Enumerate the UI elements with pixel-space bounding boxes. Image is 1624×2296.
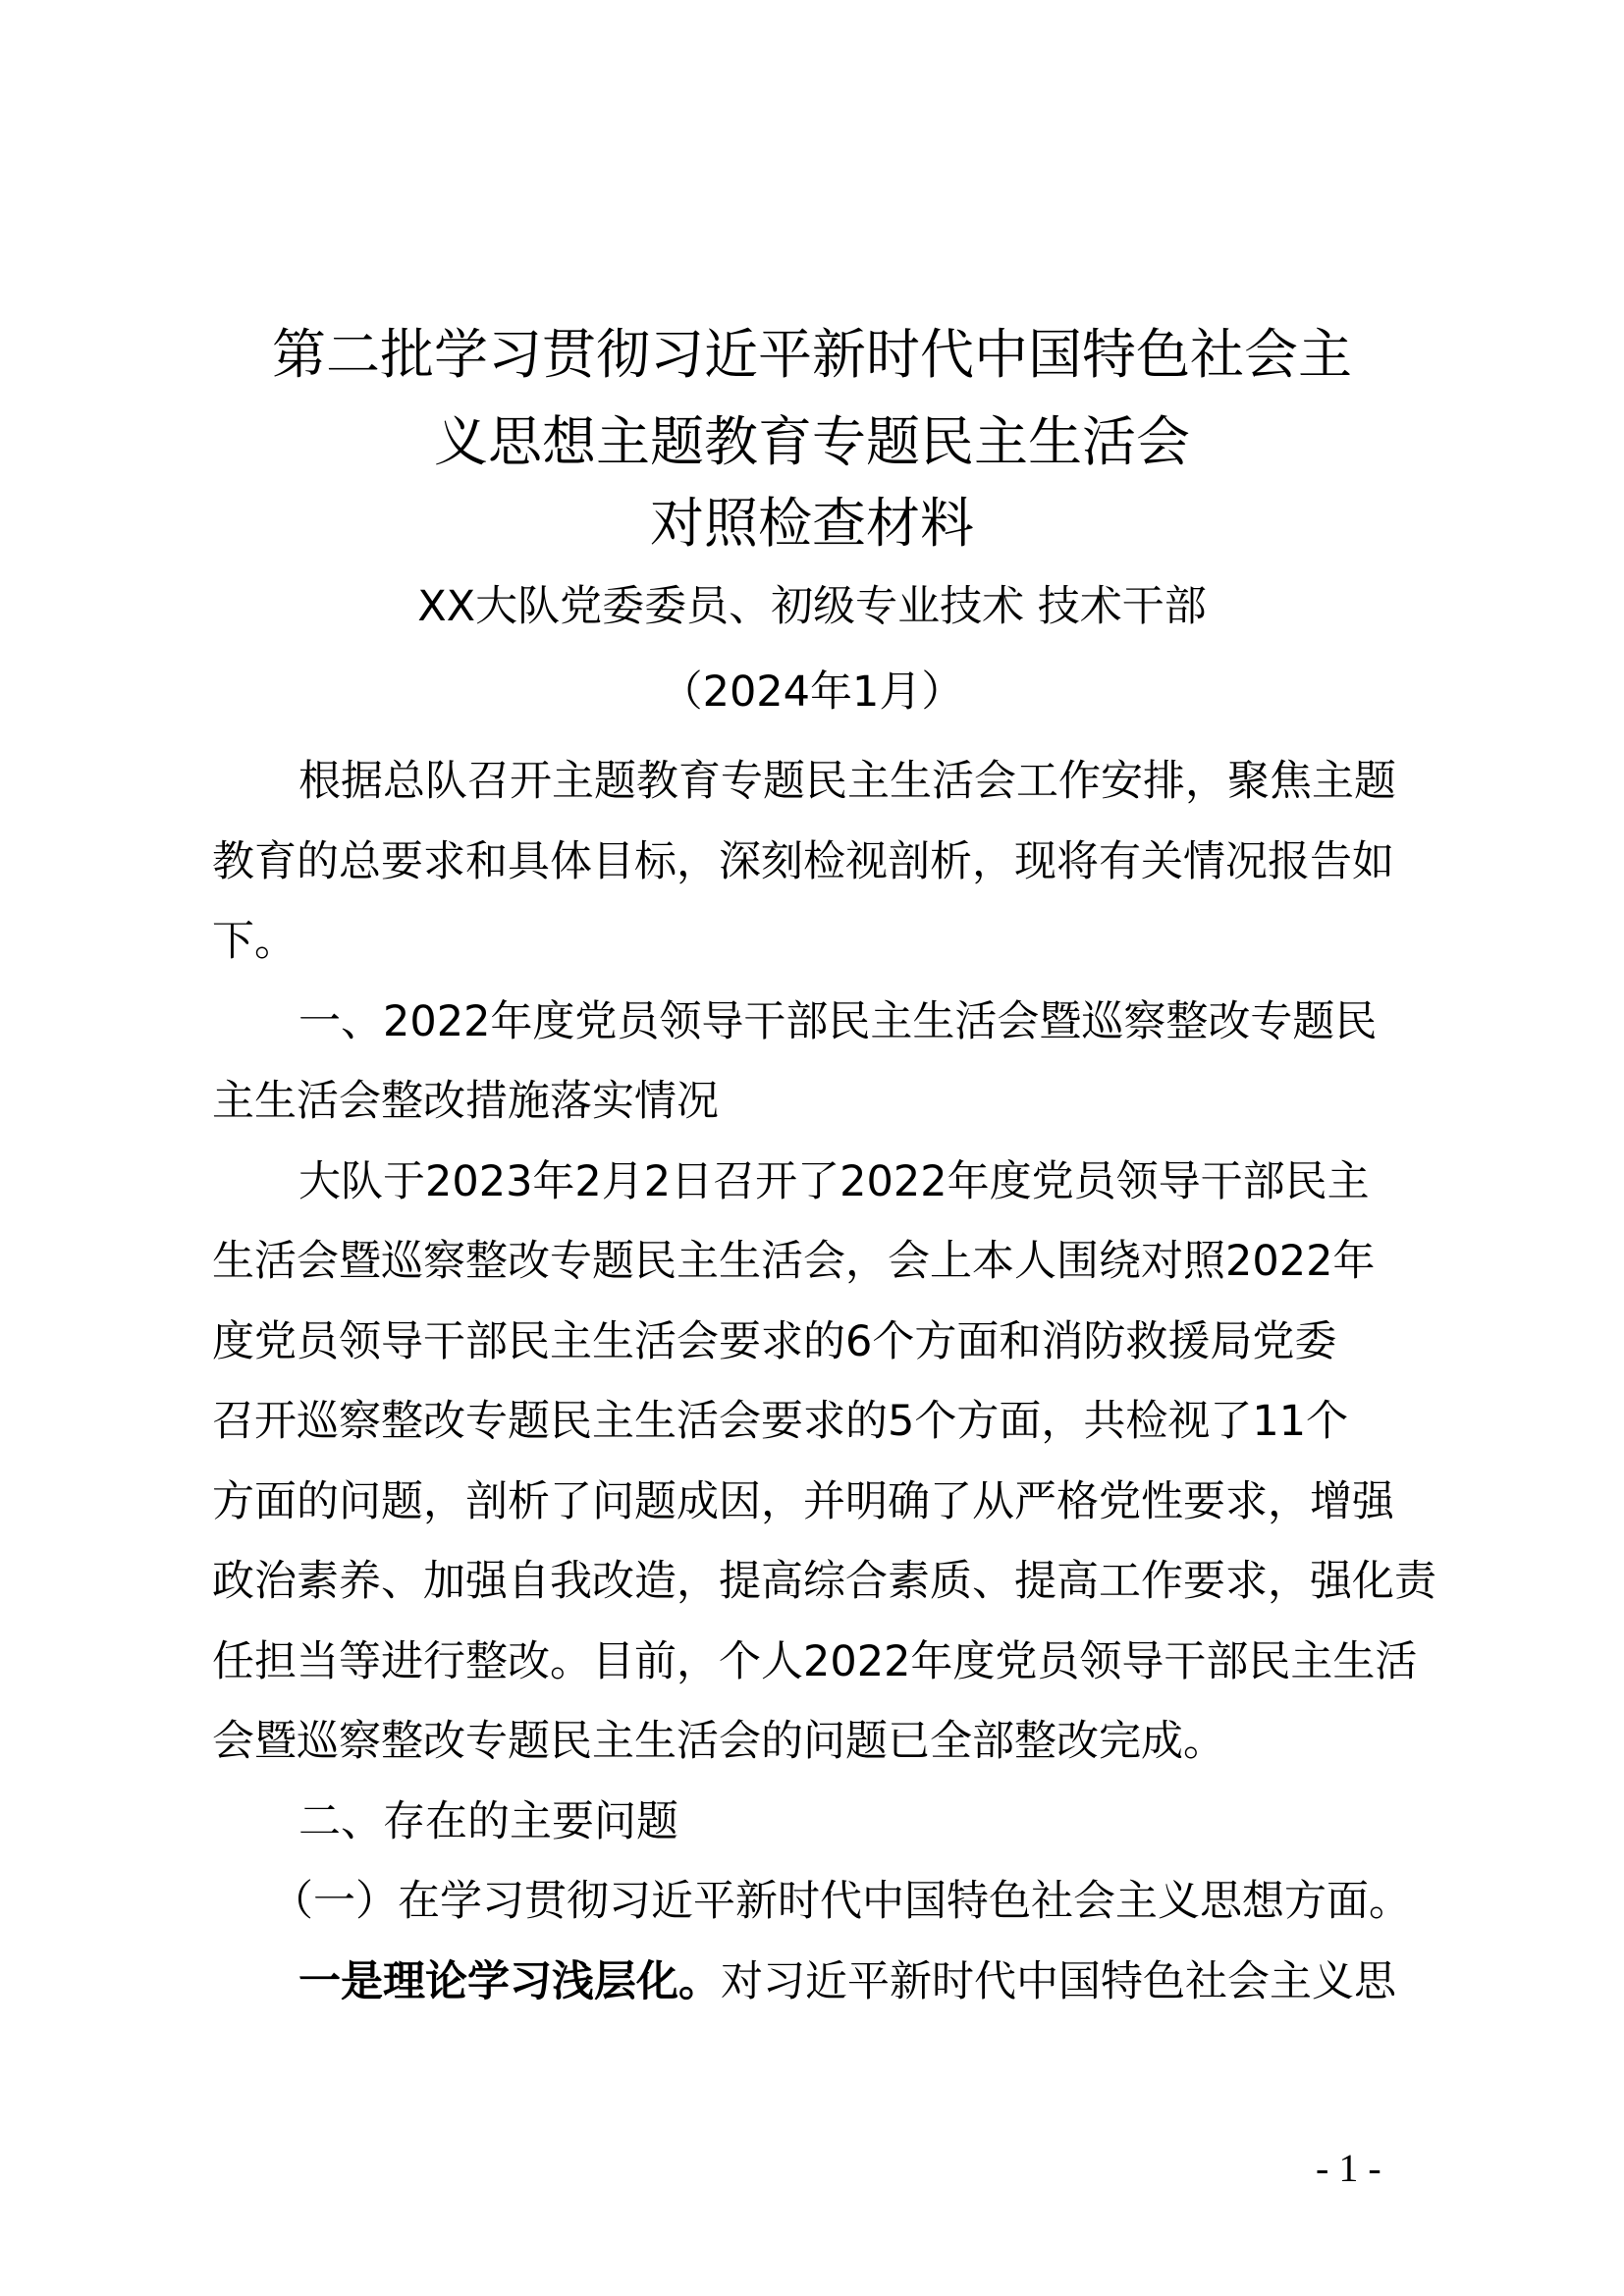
- date-line: （2024年1月）: [660, 667, 964, 717]
- point-title: 一是理论学习浅层化。: [298, 1956, 721, 2006]
- title-line-1: 第二批学习贯彻习近平新时代中国特色社会主: [271, 323, 1352, 386]
- intro-paragraph: [212, 742, 1430, 983]
- title-line-2: 义思想主题教育专题民主生活会: [433, 410, 1190, 473]
- page-number: - 1 -: [1316, 2146, 1381, 2190]
- section-heading-2: 二、存在的主要问题: [298, 1796, 678, 1846]
- document-body: [212, 742, 1436, 2022]
- text-line: 方面的问题，剖析了问题成因，并明确了从严格党性要求，增强: [212, 1476, 1394, 1526]
- section-heading-1: [212, 983, 1430, 1143]
- text-line: 根据总队召开主题教育专题民主生活会工作安排，聚焦主题: [298, 757, 1396, 806]
- text-line: 会暨巡察整改专题民主生活会的问题已全部整改完成。: [212, 1717, 1225, 1766]
- text-line: 任担当等进行整改。目前，个人2022年度党员领导干部民主生活: [212, 1636, 1418, 1686]
- point-text: 对习近平新时代中国特色社会主义思: [721, 1956, 1396, 2006]
- text-line: 大队于2023年2月2日召开了2022年度党员领导干部民主: [298, 1156, 1370, 1206]
- text-line: 教育的总要求和具体目标，深刻检视剖析，现将有关情况报告如: [212, 836, 1394, 886]
- author-line: XX大队党委委员、初级专业技术 技术干部: [417, 582, 1207, 631]
- title-line-3: 对照检查材料: [649, 492, 974, 555]
- text-line: 度党员领导干部民主生活会要求的6个方面和消防救援局党委: [212, 1316, 1337, 1366]
- text-line: 下。: [212, 917, 297, 966]
- text-line: 生活会暨巡察整改专题民主生活会，会上本人围绕对照2022年: [212, 1237, 1376, 1286]
- text-line: 召开巡察整改专题民主生活会要求的5个方面，共检视了11个: [212, 1397, 1349, 1446]
- section-1-paragraph: [212, 1143, 1436, 1783]
- text-line: 政治素养、加强自我改造，提高综合素质、提高工作要求，强化责: [212, 1557, 1436, 1606]
- text-line: 主生活会整改措施落实情况: [212, 1077, 719, 1126]
- subsection-heading-1: （一）在学习贯彻习近平新时代中国特色社会主义思想方面。: [271, 1877, 1411, 1926]
- point-paragraph: [212, 1943, 1430, 2023]
- text-line: 一、2022年度党员领导干部民主生活会暨巡察整改专题民: [298, 996, 1378, 1046]
